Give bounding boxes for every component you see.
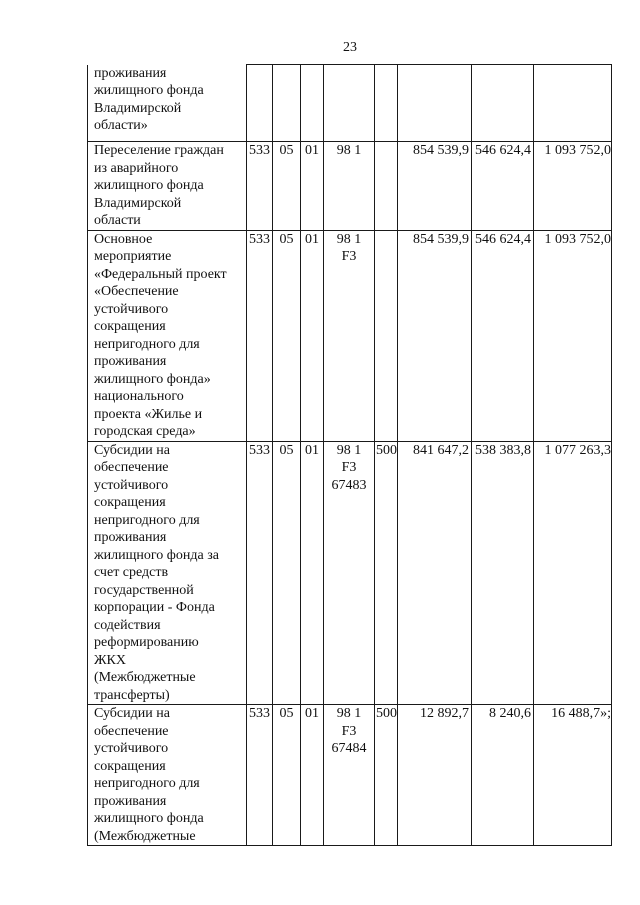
amount-year1-cell [398, 65, 472, 142]
row-name-line: Владимирской [94, 195, 182, 211]
target-article-line: F3 [341, 460, 357, 475]
target-article-line: 98 1 [336, 442, 362, 458]
row-name-cell [88, 65, 247, 142]
row-name-line: сокращения [94, 495, 166, 510]
target-article-line: 98 1 [336, 231, 362, 247]
ministry-code-cell: 533 [247, 230, 273, 441]
row-name-line: жилищного фонда [94, 178, 204, 193]
amount-year2-cell: 546 624,4 [472, 142, 534, 231]
row-name-line: проживания [94, 354, 167, 369]
section-code-cell: 05 [273, 441, 301, 705]
subsection-code-cell: 01 [301, 441, 324, 705]
target-article-line: 67483 [331, 477, 367, 493]
target-article-cell [324, 65, 375, 142]
target-article-line: 98 1 [336, 143, 362, 158]
target-article-cell [324, 230, 375, 441]
row-name-line: ЖКХ [94, 652, 126, 668]
row-name-line: непригодного для [94, 512, 200, 528]
row-name-line: национального [94, 389, 184, 404]
row-name-line: устойчивого [94, 741, 169, 756]
row-name-line: из аварийного [94, 160, 179, 176]
ministry-code-cell: 533 [247, 441, 273, 705]
target-article-cell [324, 142, 375, 231]
amount-year1-cell: 854 539,9 [398, 142, 472, 231]
subsection-code-cell [301, 65, 324, 142]
row-name-line: (Межбюджетные [94, 828, 196, 844]
subsection-code-cell: 01 [301, 705, 324, 846]
expense-type-cell [375, 65, 398, 142]
budget-table-container [87, 64, 612, 846]
row-name-cell [88, 441, 247, 705]
target-article-line: F3 [341, 249, 357, 264]
subsection-code-cell: 01 [301, 230, 324, 441]
expense-type-cell [375, 142, 398, 231]
amount-year1-cell: 854 539,9 [398, 230, 472, 441]
row-name-line: содействия [94, 617, 161, 633]
row-name-line: области» [94, 118, 148, 133]
row-name-cell [88, 142, 247, 231]
row-name-line: области [94, 213, 141, 228]
amount-year2-cell: 538 383,8 [472, 441, 534, 705]
table-row [88, 705, 612, 846]
target-article-line: 98 1 [336, 706, 362, 721]
expense-type-cell [375, 230, 398, 441]
budget-table [87, 64, 612, 846]
page-number: 23 [343, 40, 357, 55]
table-body [88, 65, 612, 846]
row-name-line: городская среда» [94, 424, 196, 439]
row-name-line: проекта «Жилье и [94, 406, 203, 422]
row-name-line: проживания [94, 65, 167, 81]
row-name-line: непригодного для [94, 776, 200, 791]
amount-year3-cell: 16 488,7»; [534, 705, 612, 846]
row-name-line: жилищного фонда» [94, 371, 211, 387]
row-name-line: Субсидии на [94, 706, 170, 721]
expense-type-cell: 500 [375, 705, 398, 846]
row-name-cell [88, 230, 247, 441]
row-name-line: «Обеспечение [94, 284, 179, 299]
amount-year1-cell: 12 892,7 [398, 705, 472, 846]
target-article-cell [324, 705, 375, 846]
target-article-cell [324, 441, 375, 705]
row-name-line: реформированию [94, 635, 199, 650]
amount-year1-cell: 841 647,2 [398, 441, 472, 705]
amount-year3-cell: 1 093 752,0 [534, 230, 612, 441]
table-row [88, 441, 612, 705]
row-name-line: жилищного фонда [94, 83, 204, 98]
section-code-cell: 05 [273, 230, 301, 441]
row-name-line: государственной [94, 582, 194, 598]
row-name-line: обеспечение [94, 723, 169, 739]
expense-type-cell: 500 [375, 441, 398, 705]
section-code-cell: 05 [273, 142, 301, 231]
row-name-line: Переселение граждан [94, 143, 224, 158]
section-code-cell: 05 [273, 705, 301, 846]
row-name-line: непригодного для [94, 336, 200, 352]
row-name-line: жилищного фонда [94, 811, 204, 826]
row-name-line: обеспечение [94, 460, 169, 475]
row-name-line: проживания [94, 793, 167, 809]
row-name-line: устойчивого [94, 477, 169, 493]
row-name-cell [88, 705, 247, 846]
ministry-code-cell: 533 [247, 142, 273, 231]
row-name-line: «Федеральный проект [94, 266, 227, 282]
row-name-line: Основное [94, 231, 153, 247]
amount-year3-cell [534, 65, 612, 142]
row-name-line: проживания [94, 530, 167, 545]
row-name-line: Субсидии на [94, 442, 170, 458]
amount-year2-cell: 546 624,4 [472, 230, 534, 441]
target-article-line: 67484 [331, 741, 367, 756]
row-name-line: трансферты) [94, 687, 170, 703]
row-name-line: мероприятие [94, 249, 172, 264]
amount-year2-cell [472, 65, 534, 142]
amount-year3-cell: 1 093 752,0 [534, 142, 612, 231]
amount-year2-cell: 8 240,6 [472, 705, 534, 846]
subsection-code-cell: 01 [301, 142, 324, 231]
table-row [88, 142, 612, 231]
row-name-line: жилищного фонда за [94, 547, 219, 563]
table-row [88, 230, 612, 441]
row-name-line: сокращения [94, 758, 166, 774]
row-name-line: (Межбюджетные [94, 670, 196, 685]
table-row [88, 65, 612, 142]
row-name-line: корпорации - Фонда [94, 600, 215, 615]
amount-year3-cell: 1 077 263,3 [534, 441, 612, 705]
target-article-line: F3 [341, 723, 357, 739]
row-name-line: сокращения [94, 319, 166, 334]
row-name-line: счет средств [94, 565, 169, 580]
ministry-code-cell [247, 65, 273, 142]
row-name-line: Владимирской [94, 100, 182, 116]
section-code-cell [273, 65, 301, 142]
row-name-line: устойчивого [94, 301, 169, 317]
ministry-code-cell: 533 [247, 705, 273, 846]
